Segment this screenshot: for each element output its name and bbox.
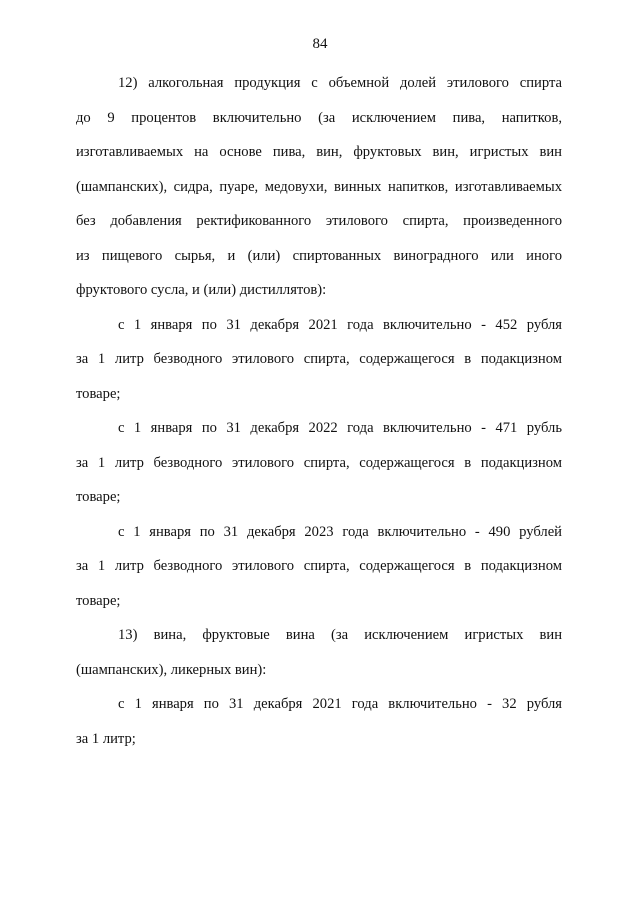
text-line: фруктового сусла, и (или) дистиллятов): bbox=[76, 282, 327, 298]
text-line: 12) алкогольная продукция с объемной долей этилового спирта bbox=[118, 75, 562, 91]
text-line: до 9 процентов включительно (за исключением пива, напитков, bbox=[76, 109, 562, 126]
text-line: товаре; bbox=[76, 592, 121, 609]
document-body bbox=[76, 66, 562, 756]
text-line: изготавливаемых на основе пива, вин, фруктовых вин, игристых вин bbox=[76, 144, 562, 160]
text-line: за 1 литр безводного этилового спирта, содержащегося в подакцизном bbox=[76, 454, 562, 471]
text-line: с 1 января по 31 декабря 2021 года включительно - 452 рубля bbox=[118, 316, 562, 333]
text-line: с 1 января по 31 декабря 2022 года включительно - 471 рубль bbox=[118, 420, 562, 436]
rate-paragraph-2021 bbox=[76, 308, 562, 412]
text-line: из пищевого сырья, и (или) спиртованных виноградного или иного bbox=[76, 247, 562, 264]
text-line: без добавления ректификованного этилового спирта, произведенного bbox=[76, 213, 562, 229]
text-line: с 1 января по 31 декабря 2021 года включительно - 32 рубля bbox=[118, 696, 562, 712]
paragraph-item-12 bbox=[76, 66, 562, 308]
text-line: за 1 литр безводного этилового спирта, содержащегося в подакцизном bbox=[76, 351, 562, 367]
paragraph-item-13 bbox=[76, 618, 562, 687]
text-line: (шампанских), ликерных вин): bbox=[76, 661, 267, 678]
text-line: 13) вина, фруктовые вина (за исключением игристых вин bbox=[118, 627, 562, 643]
text-line: товаре; bbox=[76, 489, 121, 505]
rate-paragraph-wine-2021 bbox=[76, 687, 562, 756]
text-line: с 1 января по 31 декабря 2023 года включительно - 490 рублей bbox=[118, 523, 562, 540]
text-line: товаре; bbox=[76, 385, 121, 402]
rate-paragraph-2023 bbox=[76, 515, 562, 619]
page-number: 84 bbox=[312, 36, 328, 52]
text-line: (шампанских), сидра, пуаре, медовухи, винных напитков, изготавливаемых bbox=[76, 178, 562, 195]
text-line: за 1 литр безводного этилового спирта, содержащегося в подакцизном bbox=[76, 558, 562, 574]
rate-paragraph-2022 bbox=[76, 411, 562, 515]
text-line: за 1 литр; bbox=[76, 730, 136, 747]
